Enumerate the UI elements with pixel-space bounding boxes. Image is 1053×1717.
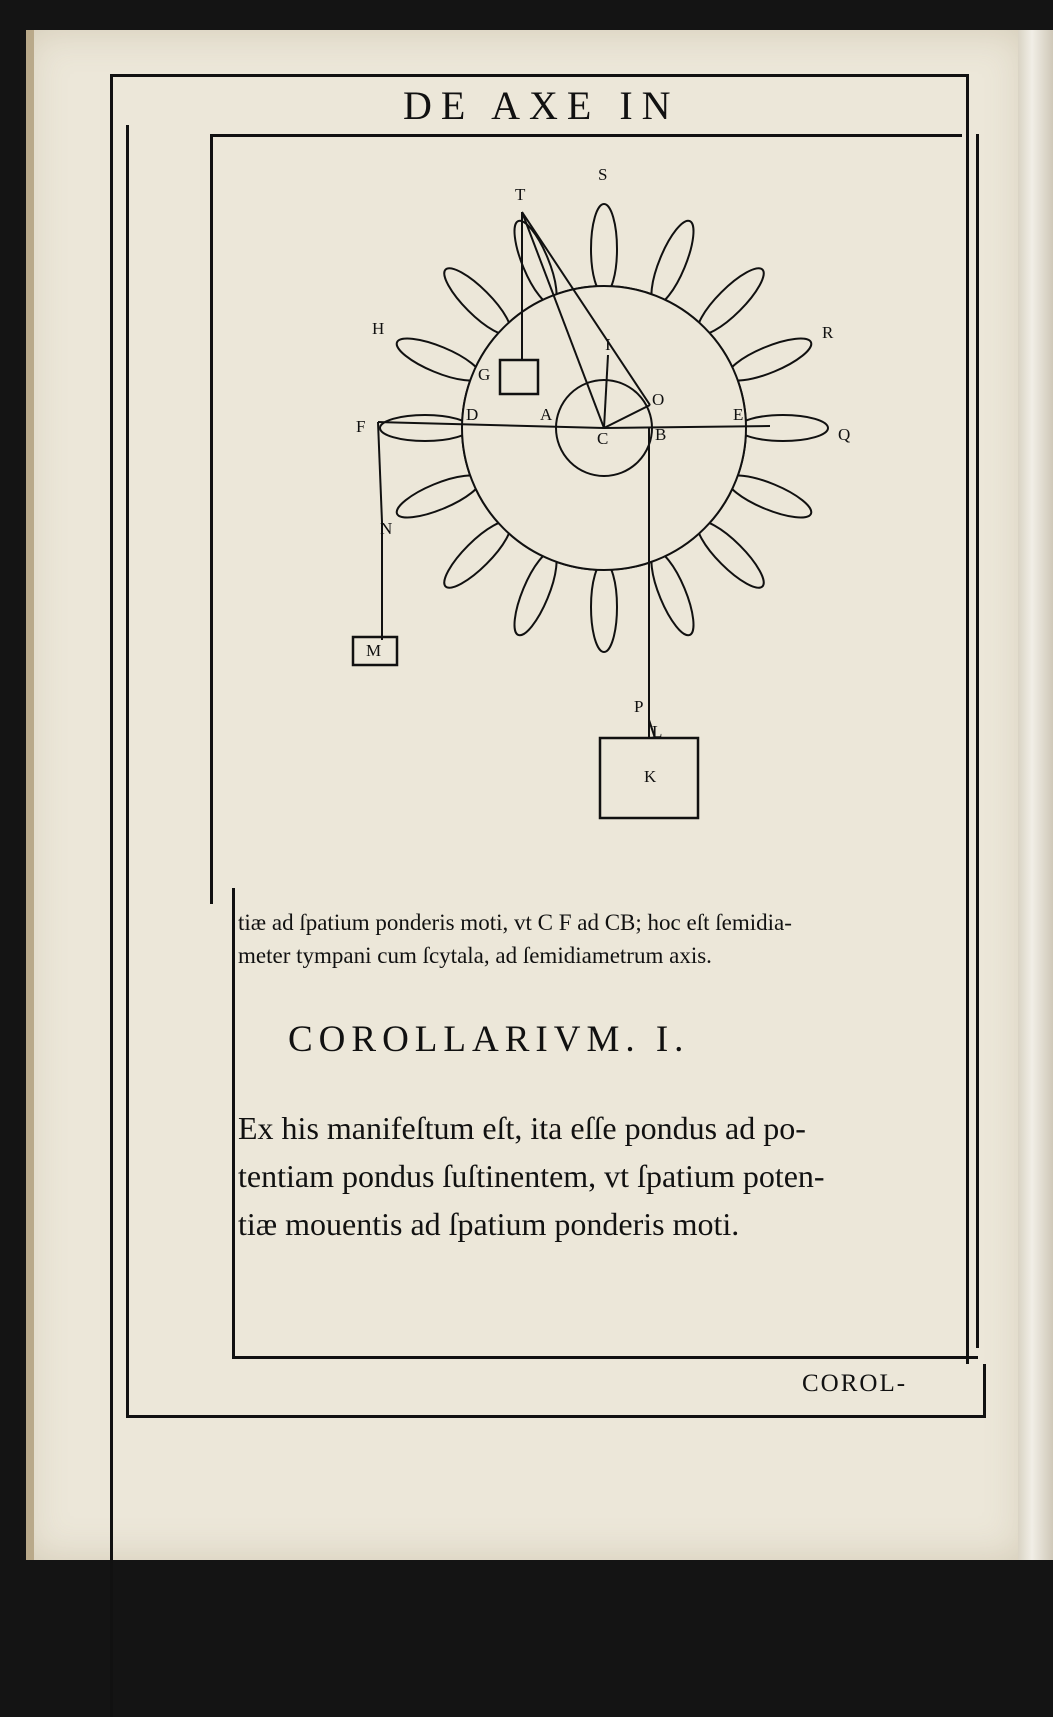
label-M: M	[366, 641, 382, 660]
running-title: DE AXE IN	[403, 83, 680, 128]
text-line-1: tiæ ad ſpatium ponderis moti, vt C F ad CB; hoc eſt ſemidia-	[238, 910, 792, 935]
label-R: R	[822, 323, 834, 342]
label-E: E	[733, 405, 744, 424]
label-F: F	[356, 417, 366, 436]
label-G: G	[478, 365, 491, 384]
label-S: S	[598, 165, 608, 184]
spoke-lobe	[380, 415, 470, 441]
body-line-1: Ex his manifeſtum eſt, ita eſſe pondus ad po-	[238, 1110, 806, 1146]
label-D: D	[466, 405, 479, 424]
spoke-lobe	[591, 204, 617, 294]
text-line-2: meter tympani cum ſcytala, ad ſemidiametrum axis.	[238, 943, 712, 968]
label-H: H	[372, 319, 385, 338]
label-N: N	[380, 519, 393, 538]
line-F-N	[378, 422, 382, 522]
body-line-3: tiæ mouentis ad ſpatium ponderis moti.	[238, 1206, 740, 1242]
label-T: T	[515, 185, 526, 204]
label-O: O	[652, 390, 665, 409]
label-P: P	[634, 697, 644, 716]
label-A: A	[540, 405, 553, 424]
label-B: B	[655, 425, 667, 444]
label-C: C	[597, 429, 609, 448]
corollary-title: COROLLARIVM. I.	[288, 1019, 690, 1060]
body-line-2: tentiam pondus ſuſtinentem, vt ſpatium poten-	[238, 1158, 825, 1194]
spoke-lobe	[591, 562, 617, 652]
spoke-lobe	[738, 415, 828, 441]
label-L: L	[652, 722, 663, 741]
catchword: COROL-	[802, 1370, 908, 1397]
label-I: I	[605, 335, 611, 354]
label-K: K	[644, 767, 657, 786]
label-Q: Q	[838, 425, 851, 444]
